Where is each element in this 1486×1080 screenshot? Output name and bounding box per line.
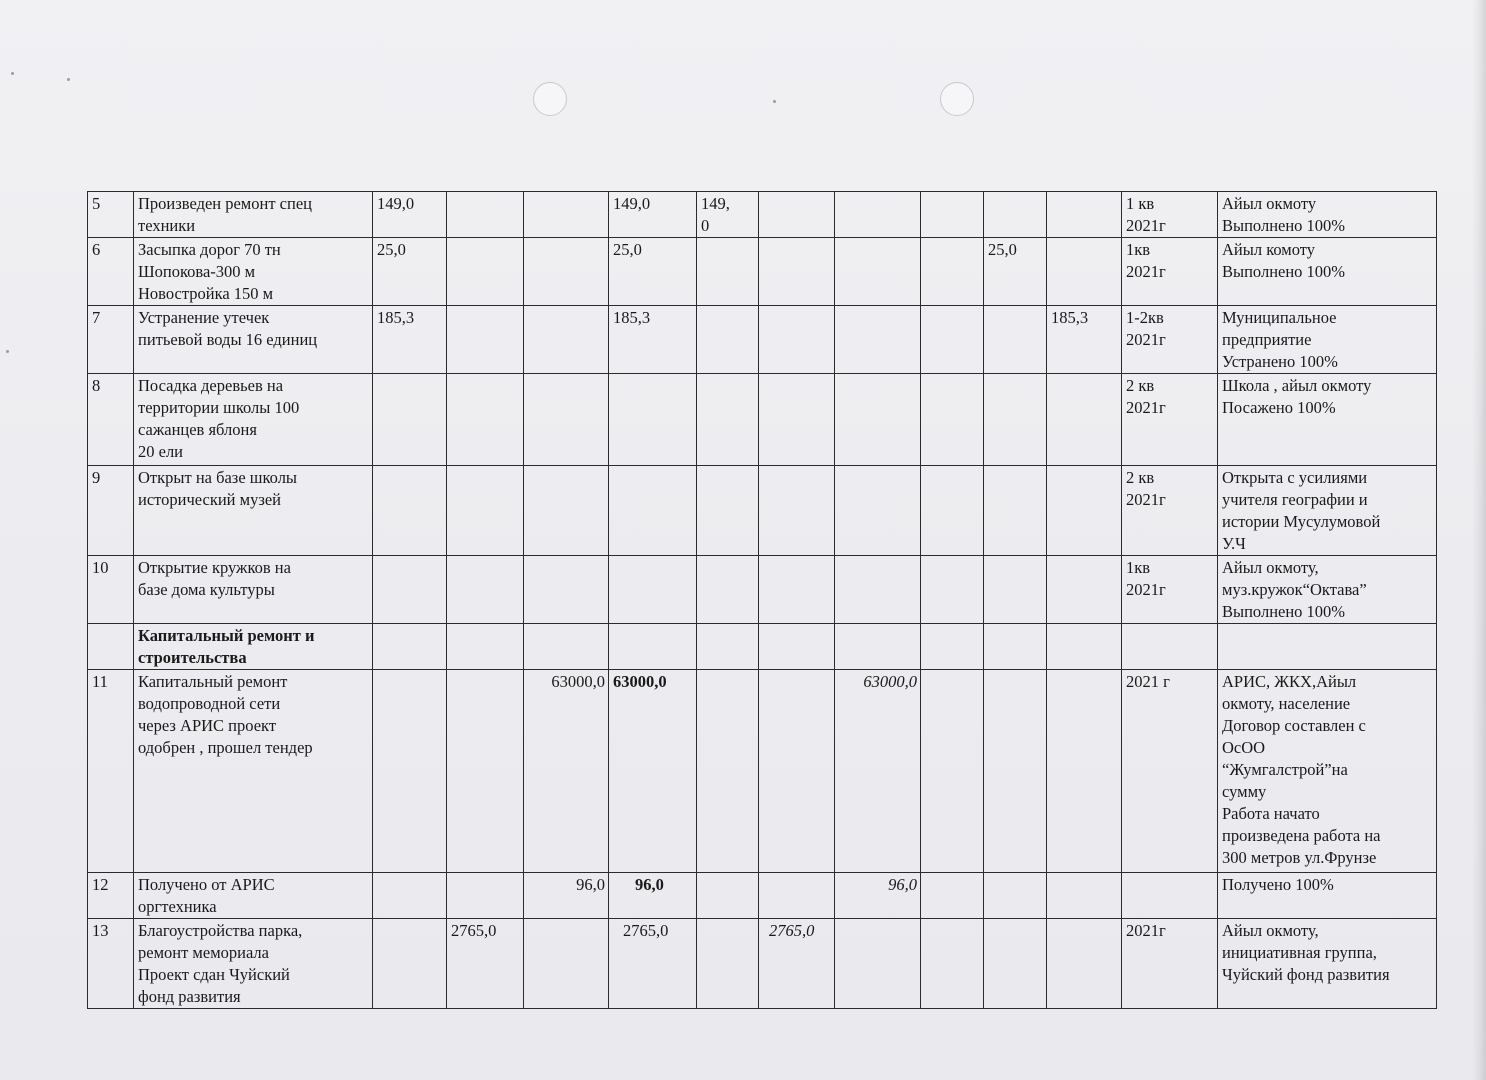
amount-cell [609,466,697,556]
amount-cell: 185,3 [1047,306,1122,374]
amount-cell [1047,238,1122,306]
table-row [88,192,1437,238]
amount-cell: 149,0 [609,192,697,238]
amount-cell [1047,873,1122,919]
period-cell: 1 кв 2021г [1122,192,1218,238]
period-cell: 2021г [1122,919,1218,1009]
amount-cell [447,306,524,374]
amount-cell: 25,0 [373,238,447,306]
note-cell: Открыта с усилиями учителя географии и истории Мусулумовой У.Ч [1218,466,1437,556]
amount-cell [447,873,524,919]
amount-cell [1047,556,1122,624]
amount-cell [759,466,835,556]
amount-cell [373,670,447,873]
note-cell: Айыл окмоту, инициативная группа, Чуйский фонд развития [1218,919,1437,1009]
amount-cell [759,306,835,374]
row-number: 5 [88,192,134,238]
report-table [87,191,1437,1009]
period-cell [1122,873,1218,919]
note-cell: Муниципальное предприятие Устранено 100% [1218,306,1437,374]
period-cell: 1кв 2021г [1122,238,1218,306]
period-cell: 1кв 2021г [1122,556,1218,624]
period-cell: 1-2кв 2021г [1122,306,1218,374]
amount-cell [447,238,524,306]
empty-cell [921,624,984,670]
amount-cell [835,192,921,238]
amount-cell [524,919,609,1009]
amount-cell [984,374,1047,466]
amount-cell [1047,670,1122,873]
row-number: 9 [88,466,134,556]
note-cell: Айыл окмоту Выполнено 100% [1218,192,1437,238]
amount-cell [835,374,921,466]
amount-cell [759,238,835,306]
amount-cell [373,466,447,556]
empty-cell [759,624,835,670]
section-heading: Капитальный ремонт и строительства [134,624,373,670]
period-cell: 2021 г [1122,670,1218,873]
row-number: 13 [88,919,134,1009]
task-description: Открытие кружков на базе дома культуры [134,556,373,624]
amount-cell: 149, 0 [697,192,759,238]
amount-cell [697,873,759,919]
amount-cell [921,192,984,238]
scan-speck [67,78,70,81]
table-row [88,238,1437,306]
amount-cell [447,192,524,238]
task-description: Открыт на базе школы исторический музей [134,466,373,556]
row-number: 6 [88,238,134,306]
amount-cell [697,306,759,374]
amount-cell [697,374,759,466]
amount-cell [921,374,984,466]
note-cell: Получено 100% [1218,873,1437,919]
amount-cell: 2765,0 [759,919,835,1009]
row-number: 8 [88,374,134,466]
note-cell: Школа , айыл окмоту Посажено 100% [1218,374,1437,466]
task-description: Посадка деревьев на территории школы 100 сажанцев яблоня 20 ели [134,374,373,466]
table-row [88,306,1437,374]
row-number: 10 [88,556,134,624]
amount-cell [697,670,759,873]
amount-cell: 63000,0 [835,670,921,873]
amount-cell [759,374,835,466]
row-number: 7 [88,306,134,374]
amount-cell [697,238,759,306]
amount-cell [373,873,447,919]
amount-cell [984,919,1047,1009]
amount-cell [921,670,984,873]
amount-cell [835,306,921,374]
amount-cell [759,873,835,919]
amount-cell [984,556,1047,624]
amount-total-cell: 96,0 [609,873,697,919]
note-cell: Айыл окмоту, муз.кружок“Октава” Выполнено 100% [1218,556,1437,624]
amount-cell: 25,0 [984,238,1047,306]
amount-cell [524,466,609,556]
amount-cell: 63000,0 [524,670,609,873]
amount-cell [373,919,447,1009]
amount-cell: 25,0 [609,238,697,306]
amount-cell [1047,466,1122,556]
row-number: 12 [88,873,134,919]
scan-speck [773,100,776,103]
amount-cell [984,192,1047,238]
amount-cell [524,238,609,306]
empty-cell [1122,624,1218,670]
scan-speck [6,350,9,353]
task-description: Благоустройства парка, ремонт мемориала Проект сдан Чуйский фонд развития [134,919,373,1009]
task-description: Произведен ремонт спец техники [134,192,373,238]
table-row [88,466,1437,556]
task-description: Устранение утечек питьевой воды 16 единиц [134,306,373,374]
amount-cell [984,306,1047,374]
amount-cell [447,556,524,624]
period-cell: 2 кв 2021г [1122,374,1218,466]
amount-cell [447,670,524,873]
empty-cell [697,624,759,670]
table-row [88,670,1437,873]
amount-cell: 96,0 [835,873,921,919]
task-description: Капитальный ремонт водопроводной сети через АРИС проект одобрен , прошел тендер [134,670,373,873]
empty-cell [88,624,134,670]
amount-cell: 96,0 [524,873,609,919]
amount-cell [609,374,697,466]
period-cell: 2 кв 2021г [1122,466,1218,556]
amount-cell [759,670,835,873]
table-row [88,374,1437,466]
scan-speck [11,72,14,75]
amount-cell [921,466,984,556]
amount-cell [447,374,524,466]
amount-cell: 185,3 [373,306,447,374]
empty-cell [609,624,697,670]
table-row [88,873,1437,919]
table-row [88,556,1437,624]
amount-cell [984,670,1047,873]
amount-cell [1047,919,1122,1009]
amount-cell [697,556,759,624]
amount-cell: 2765,0 [447,919,524,1009]
punch-hole-left [533,82,567,116]
amount-cell [984,873,1047,919]
amount-cell [921,238,984,306]
amount-cell: 2765,0 [609,919,697,1009]
amount-cell [1047,192,1122,238]
empty-cell [524,624,609,670]
task-description: Получено от АРИС оргтехника [134,873,373,919]
task-description: Засыпка дорог 70 тн Шопокова-300 м Новостройка 150 м [134,238,373,306]
amount-cell [759,192,835,238]
empty-cell [1047,624,1122,670]
page-edge-shadow [1472,0,1486,1080]
amount-cell [697,466,759,556]
amount-cell [921,873,984,919]
amount-cell [697,919,759,1009]
amount-cell: 149,0 [373,192,447,238]
amount-cell [524,306,609,374]
empty-cell [1218,624,1437,670]
amount-cell [609,556,697,624]
amount-cell [921,306,984,374]
empty-cell [835,624,921,670]
amount-cell [921,919,984,1009]
table-row [88,919,1437,1009]
amount-cell [524,556,609,624]
note-cell: АРИС, ЖКХ,Айыл окмоту, население Договор составлен с ОсОО “Жумгалстрой”на сумму Работа начато произведена работа на 300 метров ул.Фрунзе [1218,670,1437,873]
amount-cell [835,466,921,556]
punch-hole-right [940,82,974,116]
amount-cell [835,238,921,306]
empty-cell [447,624,524,670]
amount-cell [373,556,447,624]
amount-cell [524,192,609,238]
empty-cell [984,624,1047,670]
empty-cell [373,624,447,670]
amount-cell [373,374,447,466]
amount-cell [1047,374,1122,466]
amount-cell: 185,3 [609,306,697,374]
amount-total-cell: 63000,0 [609,670,697,873]
note-cell: Айыл комоту Выполнено 100% [1218,238,1437,306]
amount-cell [921,556,984,624]
amount-cell [759,556,835,624]
row-number: 11 [88,670,134,873]
section-heading-row [88,624,1437,670]
amount-cell [447,466,524,556]
amount-cell [835,556,921,624]
amount-cell [835,919,921,1009]
amount-cell [524,374,609,466]
amount-cell [984,466,1047,556]
